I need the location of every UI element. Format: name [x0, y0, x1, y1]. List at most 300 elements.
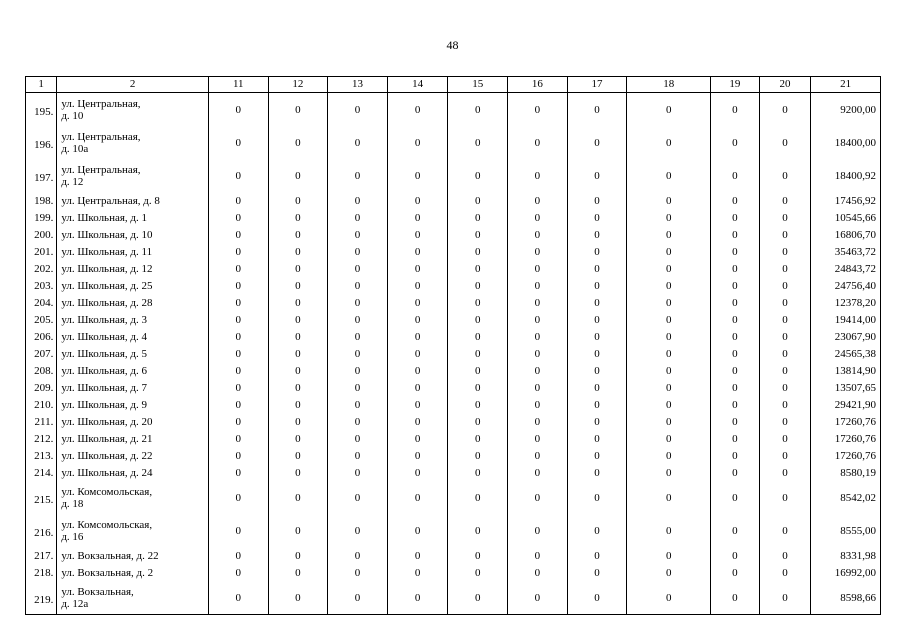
value-cell: 0 — [387, 209, 448, 226]
value-cell: 0 — [711, 481, 760, 514]
value-cell: 0 — [759, 93, 811, 127]
address-line: ул. Вокзальная, — [61, 585, 134, 598]
row-number: 215. — [26, 481, 57, 514]
value-cell: 0 — [711, 362, 760, 379]
value-cell: 0 — [508, 345, 568, 362]
total-cell: 23067,90 — [811, 328, 881, 345]
value-cell: 0 — [627, 226, 711, 243]
value-cell: 0 — [268, 413, 328, 430]
value-cell: 0 — [387, 192, 448, 209]
value-cell: 0 — [759, 413, 811, 430]
value-cell: 0 — [508, 413, 568, 430]
row-number: 210. — [26, 396, 57, 413]
value-cell: 0 — [328, 345, 388, 362]
value-cell: 0 — [508, 464, 568, 481]
value-cell: 0 — [208, 379, 268, 396]
value-cell: 0 — [567, 260, 627, 277]
value-cell: 0 — [508, 311, 568, 328]
address-line: ул. Вокзальная, д. 22 — [61, 549, 159, 562]
value-cell: 0 — [567, 345, 627, 362]
address-line: ул. Школьная, д. 4 — [61, 330, 148, 343]
address-line: д. 12а — [61, 597, 89, 610]
value-cell: 0 — [328, 328, 388, 345]
row-number: 201. — [26, 243, 57, 260]
value-cell: 0 — [387, 277, 448, 294]
address-cell — [57, 581, 209, 615]
value-cell: 0 — [711, 581, 760, 615]
total-cell: 17260,76 — [811, 413, 881, 430]
value-cell: 0 — [759, 159, 811, 192]
total-cell: 18400,92 — [811, 159, 881, 192]
value-cell: 0 — [268, 294, 328, 311]
value-cell: 0 — [387, 564, 448, 581]
value-cell: 0 — [508, 547, 568, 564]
value-cell: 0 — [387, 447, 448, 464]
value-cell: 0 — [268, 159, 328, 192]
table-row — [26, 226, 881, 243]
row-number: 206. — [26, 328, 57, 345]
column-header: 16 — [508, 77, 568, 93]
value-cell: 0 — [448, 362, 508, 379]
value-cell: 0 — [508, 126, 568, 159]
value-cell: 0 — [328, 514, 388, 547]
address-cell — [57, 126, 209, 159]
row-number: 218. — [26, 564, 57, 581]
total-cell: 9200,00 — [811, 93, 881, 127]
column-header: 13 — [328, 77, 388, 93]
value-cell: 0 — [759, 547, 811, 564]
value-cell: 0 — [759, 362, 811, 379]
row-number: 196. — [26, 126, 57, 159]
table-row — [26, 514, 881, 547]
value-cell: 0 — [759, 396, 811, 413]
total-cell: 16806,70 — [811, 226, 881, 243]
table-row — [26, 362, 881, 379]
value-cell: 0 — [627, 547, 711, 564]
value-cell: 0 — [508, 379, 568, 396]
value-cell: 0 — [208, 514, 268, 547]
value-cell: 0 — [567, 362, 627, 379]
value-cell: 0 — [387, 413, 448, 430]
address-line: ул. Школьная, д. 3 — [61, 313, 148, 326]
value-cell: 0 — [627, 581, 711, 615]
value-cell: 0 — [711, 514, 760, 547]
value-cell: 0 — [759, 243, 811, 260]
value-cell: 0 — [268, 447, 328, 464]
value-cell: 0 — [711, 294, 760, 311]
value-cell: 0 — [627, 192, 711, 209]
table-row — [26, 159, 881, 192]
value-cell: 0 — [328, 159, 388, 192]
value-cell: 0 — [627, 209, 711, 226]
row-number: 217. — [26, 547, 57, 564]
address-line: ул. Школьная, д. 6 — [61, 364, 148, 377]
table-row — [26, 464, 881, 481]
row-number: 203. — [26, 277, 57, 294]
value-cell: 0 — [328, 311, 388, 328]
table-row — [26, 581, 881, 615]
address-cell — [57, 243, 209, 260]
value-cell: 0 — [448, 514, 508, 547]
value-cell: 0 — [268, 345, 328, 362]
address-line: д. 18 — [61, 497, 84, 510]
address-line: ул. Школьная, д. 28 — [61, 296, 153, 309]
address-line: ул. Школьная, д. 1 — [61, 211, 148, 224]
value-cell: 0 — [711, 379, 760, 396]
value-cell: 0 — [208, 159, 268, 192]
value-cell: 0 — [759, 126, 811, 159]
value-cell: 0 — [711, 93, 760, 127]
value-cell: 0 — [627, 260, 711, 277]
table-row — [26, 447, 881, 464]
address-cell — [57, 311, 209, 328]
value-cell: 0 — [328, 396, 388, 413]
value-cell: 0 — [567, 379, 627, 396]
value-cell: 0 — [711, 260, 760, 277]
value-cell: 0 — [387, 159, 448, 192]
table-row — [26, 430, 881, 447]
column-header: 17 — [567, 77, 627, 93]
value-cell: 0 — [567, 243, 627, 260]
table-body — [26, 93, 881, 615]
total-cell: 18400,00 — [811, 126, 881, 159]
value-cell: 0 — [627, 379, 711, 396]
value-cell: 0 — [268, 328, 328, 345]
column-header: 21 — [811, 77, 881, 93]
value-cell: 0 — [711, 430, 760, 447]
value-cell: 0 — [508, 514, 568, 547]
value-cell: 0 — [508, 226, 568, 243]
value-cell: 0 — [387, 481, 448, 514]
row-number: 195. — [26, 93, 57, 127]
value-cell: 0 — [759, 260, 811, 277]
value-cell: 0 — [268, 126, 328, 159]
value-cell: 0 — [448, 226, 508, 243]
value-cell: 0 — [567, 581, 627, 615]
total-cell: 13814,90 — [811, 362, 881, 379]
value-cell: 0 — [759, 209, 811, 226]
value-cell: 0 — [268, 379, 328, 396]
column-header: 19 — [711, 77, 760, 93]
value-cell: 0 — [328, 447, 388, 464]
address-line: ул. Школьная, д. 24 — [61, 466, 153, 479]
address-cell — [57, 396, 209, 413]
value-cell: 0 — [208, 192, 268, 209]
address-line: ул. Школьная, д. 21 — [61, 432, 153, 445]
value-cell: 0 — [208, 564, 268, 581]
value-cell: 0 — [208, 345, 268, 362]
table-row — [26, 93, 881, 127]
table-header-row — [26, 77, 881, 93]
value-cell: 0 — [387, 345, 448, 362]
value-cell: 0 — [328, 192, 388, 209]
value-cell: 0 — [328, 260, 388, 277]
address-line: д. 16 — [61, 530, 84, 543]
value-cell: 0 — [567, 464, 627, 481]
value-cell: 0 — [448, 581, 508, 615]
address-line: ул. Школьная, д. 22 — [61, 449, 153, 462]
value-cell: 0 — [387, 93, 448, 127]
value-cell: 0 — [567, 447, 627, 464]
value-cell: 0 — [567, 311, 627, 328]
column-header: 20 — [759, 77, 811, 93]
value-cell: 0 — [448, 379, 508, 396]
value-cell: 0 — [567, 126, 627, 159]
value-cell: 0 — [448, 447, 508, 464]
value-cell: 0 — [759, 379, 811, 396]
value-cell: 0 — [387, 379, 448, 396]
value-cell: 0 — [508, 277, 568, 294]
value-cell: 0 — [387, 547, 448, 564]
address-line: ул. Школьная, д. 5 — [61, 347, 148, 360]
table-row — [26, 396, 881, 413]
value-cell: 0 — [448, 277, 508, 294]
value-cell: 0 — [711, 345, 760, 362]
table-row — [26, 126, 881, 159]
total-cell: 19414,00 — [811, 311, 881, 328]
value-cell: 0 — [328, 362, 388, 379]
row-number: 208. — [26, 362, 57, 379]
address-cell — [57, 547, 209, 564]
value-cell: 0 — [448, 260, 508, 277]
value-cell: 0 — [508, 481, 568, 514]
row-number: 197. — [26, 159, 57, 192]
value-cell: 0 — [759, 464, 811, 481]
value-cell: 0 — [759, 581, 811, 615]
address-line: ул. Центральная, — [61, 130, 141, 143]
value-cell: 0 — [208, 93, 268, 127]
value-cell: 0 — [711, 243, 760, 260]
value-cell: 0 — [567, 328, 627, 345]
address-cell — [57, 294, 209, 311]
value-cell: 0 — [448, 464, 508, 481]
value-cell: 0 — [208, 277, 268, 294]
value-cell: 0 — [508, 192, 568, 209]
address-cell — [57, 277, 209, 294]
table-row — [26, 328, 881, 345]
value-cell: 0 — [627, 159, 711, 192]
value-cell: 0 — [508, 447, 568, 464]
value-cell: 0 — [208, 581, 268, 615]
value-cell: 0 — [208, 447, 268, 464]
value-cell: 0 — [627, 362, 711, 379]
value-cell: 0 — [328, 379, 388, 396]
address-cell — [57, 514, 209, 547]
value-cell: 0 — [711, 311, 760, 328]
table-row — [26, 413, 881, 430]
value-cell: 0 — [448, 413, 508, 430]
column-header: 15 — [448, 77, 508, 93]
value-cell: 0 — [268, 277, 328, 294]
row-number: 211. — [26, 413, 57, 430]
total-cell: 24843,72 — [811, 260, 881, 277]
address-line: ул. Школьная, д. 20 — [61, 415, 153, 428]
address-cell — [57, 159, 209, 192]
value-cell: 0 — [328, 464, 388, 481]
row-number: 213. — [26, 447, 57, 464]
page-number: 48 — [446, 38, 459, 52]
value-cell: 0 — [508, 581, 568, 615]
value-cell: 0 — [567, 226, 627, 243]
data-table — [25, 76, 881, 615]
total-cell: 29421,90 — [811, 396, 881, 413]
value-cell: 0 — [508, 564, 568, 581]
column-header: 14 — [387, 77, 448, 93]
value-cell: 0 — [567, 93, 627, 127]
value-cell: 0 — [328, 430, 388, 447]
column-header: 2 — [57, 77, 209, 93]
value-cell: 0 — [711, 413, 760, 430]
value-cell: 0 — [387, 243, 448, 260]
value-cell: 0 — [567, 514, 627, 547]
value-cell: 0 — [387, 362, 448, 379]
value-cell: 0 — [448, 547, 508, 564]
value-cell: 0 — [268, 481, 328, 514]
value-cell: 0 — [268, 581, 328, 615]
table-row — [26, 243, 881, 260]
address-cell — [57, 362, 209, 379]
value-cell: 0 — [627, 93, 711, 127]
value-cell: 0 — [328, 547, 388, 564]
value-cell: 0 — [268, 464, 328, 481]
value-cell: 0 — [627, 447, 711, 464]
value-cell: 0 — [208, 294, 268, 311]
value-cell: 0 — [268, 514, 328, 547]
value-cell: 0 — [759, 328, 811, 345]
value-cell: 0 — [711, 328, 760, 345]
value-cell: 0 — [208, 328, 268, 345]
value-cell: 0 — [567, 413, 627, 430]
value-cell: 0 — [448, 430, 508, 447]
value-cell: 0 — [627, 564, 711, 581]
row-number: 202. — [26, 260, 57, 277]
value-cell: 0 — [328, 481, 388, 514]
total-cell: 8331,98 — [811, 547, 881, 564]
address-line: ул. Школьная, д. 9 — [61, 398, 148, 411]
value-cell: 0 — [208, 260, 268, 277]
value-cell: 0 — [448, 564, 508, 581]
table-row — [26, 294, 881, 311]
row-number: 200. — [26, 226, 57, 243]
value-cell: 0 — [627, 243, 711, 260]
column-header: 12 — [268, 77, 328, 93]
value-cell: 0 — [387, 430, 448, 447]
value-cell: 0 — [759, 277, 811, 294]
value-cell: 0 — [627, 277, 711, 294]
value-cell: 0 — [759, 564, 811, 581]
row-number: 207. — [26, 345, 57, 362]
value-cell: 0 — [328, 226, 388, 243]
value-cell: 0 — [567, 192, 627, 209]
value-cell: 0 — [711, 547, 760, 564]
value-cell: 0 — [268, 243, 328, 260]
value-cell: 0 — [328, 209, 388, 226]
address-cell — [57, 93, 209, 127]
value-cell: 0 — [387, 396, 448, 413]
value-cell: 0 — [448, 481, 508, 514]
value-cell: 0 — [627, 514, 711, 547]
value-cell: 0 — [759, 311, 811, 328]
value-cell: 0 — [208, 413, 268, 430]
address-line: ул. Школьная, д. 7 — [61, 381, 148, 394]
address-cell — [57, 413, 209, 430]
address-cell — [57, 328, 209, 345]
value-cell: 0 — [759, 481, 811, 514]
address-line: ул. Школьная, д. 10 — [61, 228, 153, 241]
address-cell — [57, 379, 209, 396]
value-cell: 0 — [387, 464, 448, 481]
total-cell: 10545,66 — [811, 209, 881, 226]
value-cell: 0 — [208, 226, 268, 243]
table-row — [26, 547, 881, 564]
value-cell: 0 — [711, 564, 760, 581]
value-cell: 0 — [759, 514, 811, 547]
row-number: 219. — [26, 581, 57, 615]
value-cell: 0 — [328, 564, 388, 581]
total-cell: 17456,92 — [811, 192, 881, 209]
total-cell: 17260,76 — [811, 430, 881, 447]
value-cell: 0 — [208, 547, 268, 564]
value-cell: 0 — [387, 514, 448, 547]
value-cell: 0 — [387, 260, 448, 277]
value-cell: 0 — [448, 192, 508, 209]
row-number: 214. — [26, 464, 57, 481]
value-cell: 0 — [508, 294, 568, 311]
value-cell: 0 — [448, 126, 508, 159]
value-cell: 0 — [268, 311, 328, 328]
value-cell: 0 — [208, 362, 268, 379]
value-cell: 0 — [328, 243, 388, 260]
address-cell — [57, 447, 209, 464]
table-row — [26, 481, 881, 514]
value-cell: 0 — [627, 481, 711, 514]
value-cell: 0 — [328, 277, 388, 294]
value-cell: 0 — [208, 209, 268, 226]
total-cell: 12378,20 — [811, 294, 881, 311]
address-line: д. 10а — [61, 142, 89, 155]
value-cell: 0 — [711, 447, 760, 464]
address-cell — [57, 192, 209, 209]
total-cell: 24565,38 — [811, 345, 881, 362]
table-row — [26, 277, 881, 294]
value-cell: 0 — [759, 294, 811, 311]
address-line: ул. Школьная, д. 25 — [61, 279, 153, 292]
value-cell: 0 — [567, 481, 627, 514]
value-cell: 0 — [387, 581, 448, 615]
row-number: 209. — [26, 379, 57, 396]
value-cell: 0 — [208, 481, 268, 514]
value-cell: 0 — [328, 126, 388, 159]
row-number: 205. — [26, 311, 57, 328]
value-cell: 0 — [508, 243, 568, 260]
address-cell — [57, 481, 209, 514]
value-cell: 0 — [759, 447, 811, 464]
value-cell: 0 — [567, 430, 627, 447]
value-cell: 0 — [759, 430, 811, 447]
column-header: 11 — [208, 77, 268, 93]
value-cell: 0 — [448, 243, 508, 260]
address-line: ул. Школьная, д. 11 — [61, 245, 153, 258]
row-number: 199. — [26, 209, 57, 226]
value-cell: 0 — [711, 192, 760, 209]
value-cell: 0 — [328, 581, 388, 615]
value-cell: 0 — [448, 209, 508, 226]
total-cell: 24756,40 — [811, 277, 881, 294]
value-cell: 0 — [711, 226, 760, 243]
value-cell: 0 — [328, 93, 388, 127]
value-cell: 0 — [627, 328, 711, 345]
address-line: ул. Школьная, д. 12 — [61, 262, 153, 275]
